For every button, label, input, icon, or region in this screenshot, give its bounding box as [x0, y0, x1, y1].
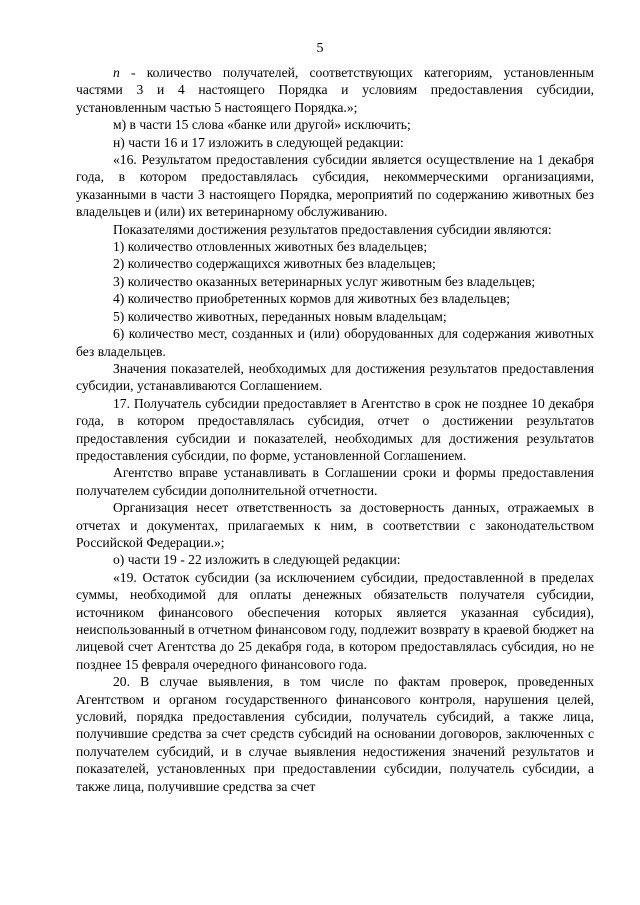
- list-item-indicator-1: 1) количество отловленных животных без владельцев;: [113, 239, 428, 255]
- paragraph-additional-reporting: Агентство вправе устанавливать в Соглашении сроки и формы предоставления получателем субсидии дополнительной отчетности.: [76, 465, 594, 498]
- paragraph-part-19: «19. Остаток субсидии (за исключением субсидии, предоставленной в пределах суммы, необходимой для оплаты денежных обязательств получателя субсидии, источником финансового обеспечения которых является указанная субсидия), неиспользованный в отчетном финансовом году, подлежит возврату в краевой бюджет на лицевой счет Агентства до 25 декабря года, в котором предоставлялась субсидия, но не позднее 15 февраля очередного финансового года.: [76, 569, 594, 672]
- paragraph-formula-n-definition: n - количество получателей, соответствующих категориям, установленным частями 3 и 4 настоящего Порядка и условиям предоставления субсидии, установленным частью 5 настоящего Порядка.»;: [76, 65, 594, 115]
- page-number: 5: [316, 41, 324, 56]
- list-item-indicator-6: 6) количество мест, созданных и (или) оборудованных для содержания животных без владельцев.: [76, 326, 594, 359]
- list-item-indicator-2: 2) количество содержащихся животных без владельцев;: [113, 256, 436, 272]
- list-item-indicator-3: 3) количество оказанных ветеринарных услуг животным без владельцев;: [113, 273, 536, 289]
- document-body: [76, 64, 594, 795]
- paragraph-indicators-intro: Показателями достижения результатов предоставления субсидии являются:: [113, 221, 552, 237]
- list-item-indicator-4: 4) количество приобретенных кормов для животных без владельцев;: [113, 291, 510, 307]
- list-item-indicator-5: 5) количество животных, переданных новым владельцам;: [113, 308, 447, 324]
- paragraph-item-m: м) в части 15 слова «банке или другой» исключить;: [113, 117, 411, 133]
- paragraph-item-o: о) части 19 - 22 изложить в следующей редакции:: [113, 552, 401, 568]
- paragraph-part-20: 20. В случае выявления, в том числе по фактам проверок, проведенных Агентством и органом государственного финансового контроля, нарушения целей, условий, порядка предоставления субсидии, получатель субсидий, а также лица, получившие средства за счет средств субсидий на основании договоров, заключенных с получателем субсидий, и в случае выявления недостижения значений результатов и показателей, установленных при предоставлении субсидии, получатель субсидии, а также лица, получившие средства за счет: [76, 674, 594, 794]
- paragraph-item-n: н) части 16 и 17 изложить в следующей редакции:: [113, 134, 404, 150]
- paragraph-part-16: «16. Результатом предоставления субсидии является осуществление на 1 декабря года, в котором предоставлялась субсидия, некоммерческими организациями, указанными в части 3 настоящего Порядка, мероприятий по содержанию животных без владельцев и (или) их ветеринарному обслуживанию.: [76, 152, 594, 220]
- variable-n: n: [113, 65, 120, 80]
- paragraph-responsibility: Организация несет ответственность за достоверность данных, отражаемых в отчетах и документах, прилагаемых к ним, в соответствии с законодательством Российской Федерации.»;: [76, 500, 594, 550]
- paragraph-part-17: 17. Получатель субсидии предоставляет в Агентство в срок не позднее 10 декабря года, в котором предоставлялась субсидия, отчет о достижении результатов предоставления субсидии и показателей, необходимых для достижения результатов предоставления субсидии, по форме, установленной Соглашением.: [76, 395, 594, 463]
- paragraph-indicator-values: Значения показателей, необходимых для достижения результатов предоставления субсидии, устанавливаются Соглашением.: [76, 360, 594, 394]
